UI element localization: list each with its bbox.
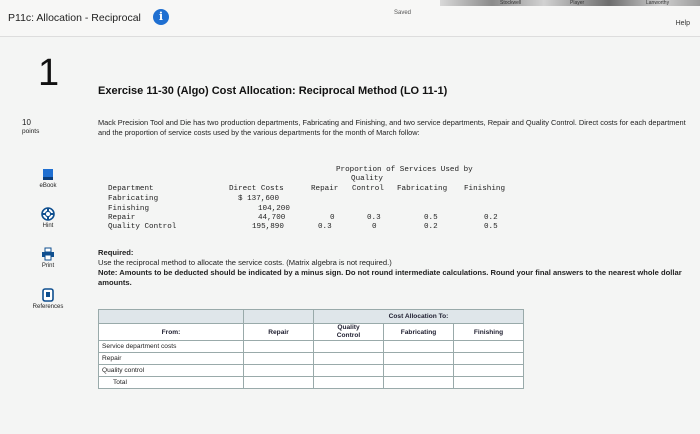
answer-input[interactable] [454, 353, 524, 365]
table-row [99, 341, 524, 353]
cell-repair: 0 [330, 214, 335, 222]
answer-input[interactable] [314, 365, 384, 377]
row-label: Fabricating [108, 195, 159, 203]
answer-input[interactable] [244, 341, 314, 353]
document-icon [41, 288, 55, 302]
assignment-title: P11c: Allocation - Reciprocal [8, 12, 141, 24]
references-button[interactable] [18, 288, 78, 310]
divider [0, 36, 700, 37]
row-label: Total [99, 377, 244, 389]
book-icon [42, 168, 54, 181]
print-button[interactable] [18, 247, 78, 269]
col-finishing: Finishing [464, 185, 506, 193]
answer-input[interactable] [384, 365, 454, 377]
cell-repair: 0.3 [318, 223, 332, 231]
cell-qc: 0.3 [367, 214, 381, 222]
header-corner [99, 310, 244, 324]
row-cost: 195,890 [252, 223, 284, 231]
answer-input[interactable] [454, 365, 524, 377]
answer-input[interactable] [454, 377, 524, 389]
answer-input[interactable] [244, 377, 314, 389]
answer-input[interactable] [384, 341, 454, 353]
group-header: Proportion of Services Used by [336, 166, 473, 174]
answer-input[interactable] [454, 341, 524, 353]
references-label: References [32, 304, 64, 310]
col-fabricating: Fabricating [384, 324, 454, 341]
question-number: 1 [38, 52, 60, 94]
strip-tag-1: Stockwell [500, 0, 522, 6]
col-quality-control: Control [352, 185, 384, 193]
answer-input[interactable] [244, 365, 314, 377]
answer-table [98, 309, 524, 389]
col-direct-costs: Direct Costs [229, 185, 284, 193]
print-label: Print [41, 263, 55, 269]
col-quality-control: Quality Control [314, 324, 384, 341]
ebook-button[interactable] [18, 168, 78, 189]
col-repair: Repair [244, 324, 314, 341]
strip-tag-2: Player [570, 0, 585, 6]
row-label: Finishing [108, 205, 150, 213]
answer-input[interactable] [384, 377, 454, 389]
info-icon[interactable]: i [153, 9, 169, 25]
col-repair: Repair [311, 185, 339, 193]
ebook-label: eBook [39, 183, 57, 189]
points-label: points [22, 128, 40, 135]
from-label: From: [99, 324, 244, 341]
row-label: Repair [108, 214, 136, 222]
saved-status: Saved [394, 10, 412, 16]
help-link[interactable]: Help [675, 20, 690, 27]
row-label: Quality Control [108, 223, 177, 231]
cell-qc: 0 [372, 223, 377, 231]
table-row [99, 365, 524, 377]
exercise-title: Exercise 11-30 (Algo) Cost Allocation: Reciprocal Method (LO 11-1) [98, 85, 448, 97]
row-label: Quality control [99, 365, 244, 377]
group-header-sub: Quality [351, 175, 383, 183]
required-note: Note: Amounts to be deducted should be indicated by a minus sign. Do not round intermediate calculations. Round your final answers to the nearest whole dollar amounts. [98, 268, 682, 287]
cell-fab: 0.5 [424, 214, 438, 222]
col-department: Department [108, 185, 154, 193]
table-row [99, 353, 524, 365]
header-spacer [244, 310, 314, 324]
row-label: Service department costs [99, 341, 244, 353]
answer-input[interactable] [384, 353, 454, 365]
required-label: Required: [98, 248, 134, 257]
hint-button[interactable] [18, 207, 78, 229]
cell-fin: 0.5 [484, 223, 498, 231]
answer-input[interactable] [314, 353, 384, 365]
row-label: Repair [99, 353, 244, 365]
cost-allocation-header: Cost Allocation To: [314, 310, 524, 324]
printer-icon [41, 247, 55, 261]
lifebuoy-icon [41, 207, 55, 221]
col-fabricating: Fabricating [397, 185, 448, 193]
hint-label: Hint [42, 223, 54, 229]
cell-fab: 0.2 [424, 223, 438, 231]
required-text: Use the reciprocal method to allocate the service costs. (Matrix algebra is not required.) [98, 258, 392, 267]
answer-input[interactable] [244, 353, 314, 365]
points-value: 10 [22, 118, 31, 127]
row-cost: $ 137,600 [238, 195, 280, 203]
problem-statement: Mack Precision Tool and Die has two production departments, Fabricating and Finishing, and two service departments, Repair and Quality Control. Direct costs for each department and the proportion of service costs used by the various departments for the month of March follow: [98, 118, 686, 137]
answer-input[interactable] [314, 377, 384, 389]
required-section [98, 248, 688, 288]
table-row [99, 377, 524, 389]
strip-tag-3: Lanworthy [646, 0, 670, 6]
col-finishing: Finishing [454, 324, 524, 341]
row-cost: 44,700 [258, 214, 286, 222]
cell-fin: 0.2 [484, 214, 498, 222]
answer-input[interactable] [314, 341, 384, 353]
row-cost: 104,200 [258, 205, 290, 213]
top-bar [0, 0, 700, 36]
